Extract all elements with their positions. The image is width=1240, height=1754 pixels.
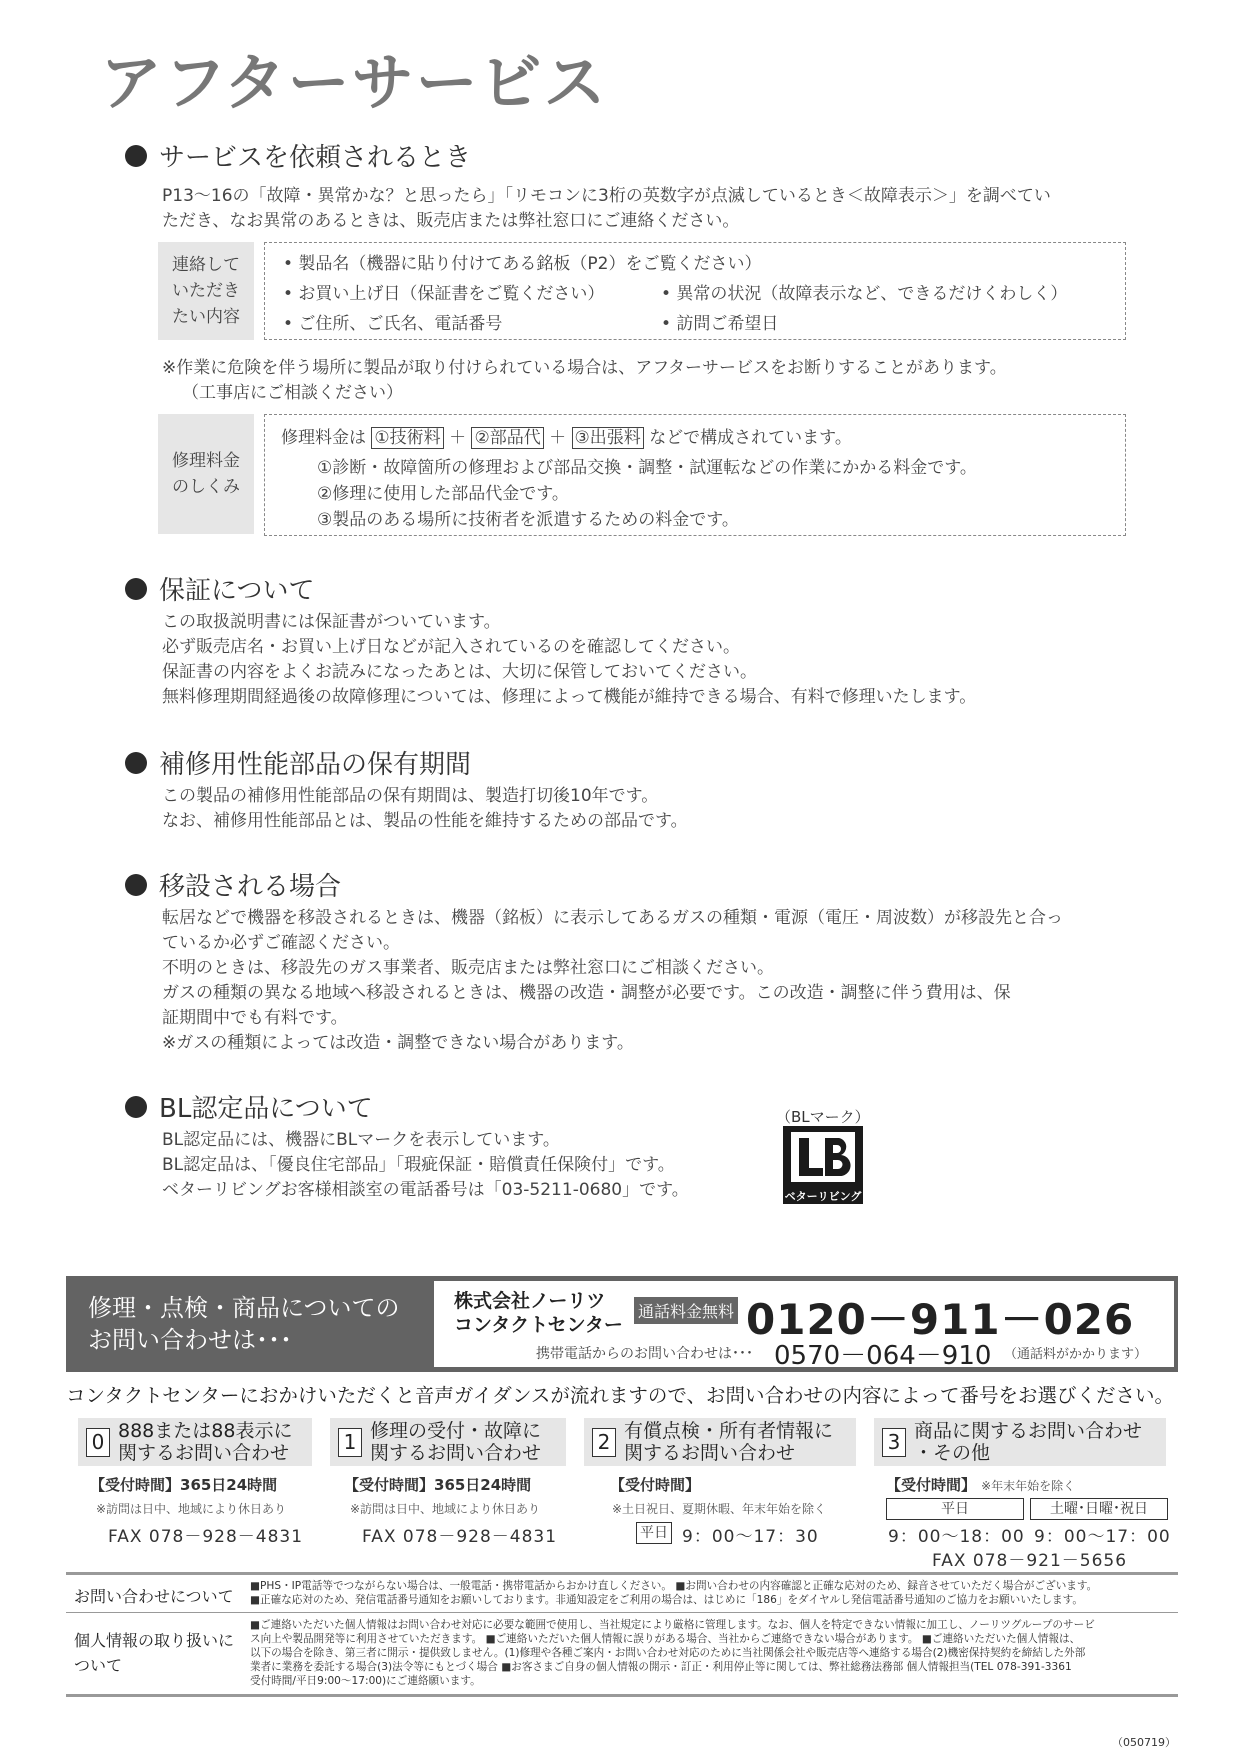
menu-option-3: 3 商品に関するお問い合わせ ・その他 [874,1418,1166,1466]
bl-mark-caption: （BLマーク） [776,1108,870,1126]
fee-travel: ③出張料 [572,427,644,449]
contact-item-address: • ご住所、ご氏名、電話番号 [283,314,503,334]
fee-structure-label: 修理料金 のしくみ [158,414,254,534]
menu-0-note: ※訪問は日中、地域により休日あり [96,1502,287,1516]
fee-desc-1: ①診断・故障箇所の修理および部品交換・調整・試運転などの作業にかかる料金です。 [317,458,977,478]
document-code: （050719） [1112,1736,1176,1749]
mobile-note: （通話料がかかります） [1004,1347,1148,1362]
bullet-dot-icon [125,752,147,774]
menu-3-weekend: 土曜･日曜･祝日 [1030,1498,1168,1520]
bl-mark-text: ベターリビング [784,1190,862,1203]
menu-option-0: 0 888または88表示に 関するお問い合わせ [78,1418,312,1466]
menu-2-day: 平日 [636,1522,672,1544]
section-heading-service: サービスを依頼されるとき [125,145,471,171]
contact-item-product: • 製品名（機器に貼り付けてある銘板（P2）をご覧ください） [283,254,762,274]
menu-1-fax: FAX 078－928－4831 [362,1527,558,1547]
privacy-label: 個人情報の取り扱いに ついて [74,1631,235,1675]
bl-text: BL認定品には、機器にBLマークを表示しています。 BL認定品は、「優良住宅部品」「瑕疵保証・賠償責任保険付」です。 ベターリビングお客様相談室の電話番号は「03-5211-0680」です。 [162,1130,689,1200]
menu-1-hours: 【受付時間】365日24時間 [344,1476,532,1494]
warranty-text: この取扱説明書には保証書がついています。 必ず販売店名・お買い上げ日などが記入されているのを確認してください。 保証書の内容をよくお読みになったあとは、大切に保管しておいてください。 無料修理期間経過後の故障修理については、修理によって機能が維持できる場合、有料で修理いたします。 [162,612,977,707]
page-title: アフターサービス [100,46,608,119]
company-name: 株式会社ノーリツ コンタクトセンター [454,1290,623,1336]
toll-free-number[interactable]: 0120－911－026 [746,1295,1135,1344]
mobile-label: 携帯電話からのお問い合わせは･･･ [536,1346,753,1362]
section-heading-bl: BL認定品について [125,1096,373,1122]
menu-2-note: ※土日祝日、夏期休暇、年末年始を除く [612,1502,827,1516]
menu-3-time-weekday: 9：00～18：00 [888,1527,1025,1547]
fee-desc-3: ③製品のある場所に技術者を派遣するための料金です。 [317,510,739,530]
inquiry-label: お問い合わせについて [74,1587,234,1606]
bullet-dot-icon [125,145,147,167]
footer-bottom-rule [66,1694,1178,1697]
service-caution: ※作業に危険を伴う場所に製品が取り付けられている場合は、アフターサービスをお断りすることがあります。 （工事店にご相談ください） [162,358,1007,403]
contact-info-panel [434,1281,1174,1371]
menu-0-hours: 【受付時間】365日24時間 [90,1476,278,1494]
fee-desc-2: ②修理に使用した部品代金です。 [317,484,569,504]
inquiry-text: ■PHS・IP電話等でつながらない場合は、一般電話・携帯電話からおかけ直しください。 ■お問い合わせの内容確認と正確な応対のため、録音させていただく場合がございます。 ■正確な応対のため、発信電話番号通知をお願いしております。非通知設定をご利用の場合は、はじめに「186」をダイヤルし発信電話番号通知のご協力をお願いいたします。 [250,1580,1098,1606]
footer-mid-rule [66,1612,1178,1613]
menu-2-hours: 【受付時間】 [610,1476,701,1494]
contact-info-box [264,242,1126,340]
menu-3-hours: 【受付時間】 [886,1476,977,1494]
menu-3-hours-row [886,1474,1075,1495]
footer-top-rule [66,1572,1178,1575]
bl-mark-logo [783,1126,863,1204]
contact-banner [66,1276,1178,1372]
menu-3-weekday: 平日 [886,1498,1024,1520]
fee-structure-box [264,414,1126,536]
menu-option-1: 1 修理の受付・故障に 関するお問い合わせ [330,1418,566,1466]
menu-0-fax: FAX 078－928－4831 [108,1527,304,1547]
fee-technical: ①技術料 [371,427,443,449]
mobile-number[interactable]: 0570－064－910 [774,1341,992,1371]
contact-lead: 修理・点検・商品についての お問い合わせは･･･ [88,1294,400,1354]
menu-1-note: ※訪問は日中、地域により休日あり [350,1502,541,1516]
service-intro: P13～16の「故障・異常かな？と思ったら」「リモコンに3桁の英数字が点滅しているとき＜故障表示＞」を調べてい ただき、なお異常のあるときは、販売店または弊社窓口にご連絡ください。 [162,186,1051,231]
section-heading-warranty: 保証について [125,578,314,604]
menu-3-note: ※年末年始を除く [981,1479,1076,1493]
bullet-dot-icon [125,874,147,896]
contact-item-visit-date: • 訪問ご希望日 [661,314,779,334]
toll-free-badge: 通話料金無料 [634,1297,738,1324]
fee-parts: ②部品代 [471,427,543,449]
voice-guidance-text: コンタクトセンターにおかけいただくと音声ガイダンスが流れますので、お問い合わせの内容によって番号をお選びください。 [66,1384,1174,1407]
contact-info-label: 連絡して いただき たい内容 [158,242,254,340]
parts-text: この製品の補修用性能部品の保有期間は、製造打切後10年です。 なお、補修用性能部品とは、製品の性能を維持するための部品です。 [162,786,688,831]
menu-option-2: 2 有償点検・所有者情報に 関するお問い合わせ [584,1418,856,1466]
fee-formula: 修理料金は ①技術料 ＋ ②部品代 ＋ ③出張料 などで構成されています。 [281,428,852,448]
bullet-dot-icon [125,1096,147,1118]
contact-item-status: • 異常の状況（故障表示など、できるだけくわしく） [661,284,1068,304]
contact-item-purchase-date: • お買い上げ日（保証書をご覧ください） [283,284,605,304]
privacy-text: ■ご連絡いただいた個人情報はお問い合わせ対応に必要な範囲で使用し、当社規定により厳格に管理します。なお、個人を特定できない情報に加工し、ノーリツグループのサービ ス向上や製品開発等に利用させていただきます。 ■ご連絡いただいた個人情報に誤りがある場合、当社からご連絡できない場合があります。 ■ご連絡いただいた個人情報は、 以下の場合を除き、第三者に開示・提供致しません。(1)修理や各種ご案内・お問い合わせ対応のために当社関係会社や販売店等へ連絡する場合(2)機密保持契約を締結した外部 業者に業務を委託する場合(3)法令等にもとづく場合 ■お客さまご自身の個人情報の開示・訂正・利用停止等に関しては、弊社総務法務部 個人情報担当(TEL 078-391-3361 受付時間/平日9:00～17:00)にご連絡願います。 [250,1619,1095,1687]
bullet-dot-icon [125,578,147,600]
section-heading-relocation: 移設される場合 [125,874,341,900]
relocation-text: 転居などで機器を移設されるときは、機器（銘板）に表示してあるガスの種類・電源（電圧・周波数）が移設先と合っ ているか必ずご確認ください。 不明のときは、移設先のガス事業者、販売店または弊社窓口にご相談ください。 ガスの種類の異なる地域へ移設されるときは、機器の改造・調整が必要です。この改造・調整に伴う費用は、保 証期間中でも有料です。 ※ガスの種類によっては改造・調整できない場合があります。 [162,908,1063,1053]
menu-3-fax: FAX 078－921－5656 [932,1551,1128,1571]
section-heading-parts: 補修用性能部品の保有期間 [125,752,471,778]
menu-3-time-weekend: 9：00～17：00 [1034,1527,1171,1547]
menu-2-time: 9：00～17：30 [682,1527,819,1547]
